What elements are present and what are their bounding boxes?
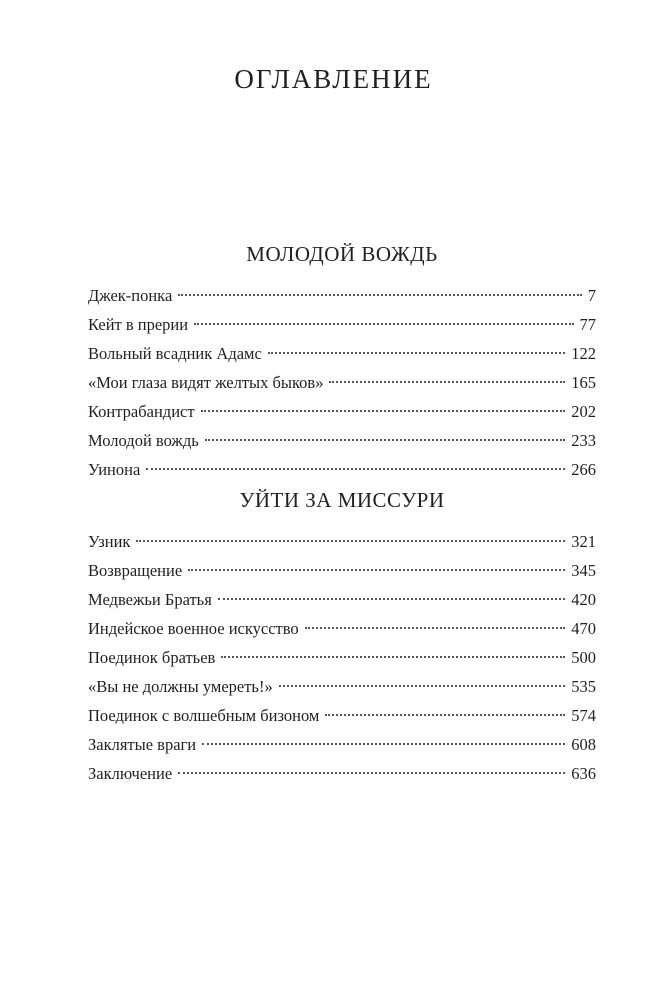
section-heading: МОЛОДОЙ ВОЖДЬ: [246, 242, 438, 266]
toc-entry[interactable]: [88, 339, 596, 368]
dot-leader: [178, 772, 565, 774]
toc-entry[interactable]: [88, 397, 596, 426]
toc-entry-title: Поединок братьев: [88, 648, 216, 667]
toc-entry-page: 420: [571, 590, 596, 609]
toc-entry[interactable]: [88, 281, 596, 310]
toc-entry-title: Джек-понка: [88, 286, 173, 305]
toc-entry-title: Вольный всадник Адамс: [88, 344, 262, 363]
dot-leader: [268, 352, 565, 354]
toc-entry-page: 345: [571, 561, 596, 580]
toc-entry[interactable]: [88, 643, 596, 672]
dot-leader: [194, 323, 573, 325]
toc-entry-page: 321: [571, 532, 596, 551]
toc-entry-title: Медвежьи Братья: [88, 590, 212, 609]
toc-entry[interactable]: [88, 556, 596, 585]
section-heading: УЙТИ ЗА МИССУРИ: [239, 488, 445, 512]
dot-leader: [329, 381, 565, 383]
toc-entry[interactable]: [88, 426, 596, 455]
dot-leader: [188, 569, 565, 571]
dot-leader: [146, 468, 565, 470]
toc-entry-title: «Вы не должны умереть!»: [88, 677, 273, 696]
toc-entry-page: 470: [571, 619, 596, 638]
toc-entry-page: 122: [571, 344, 596, 363]
dot-leader: [279, 685, 566, 687]
toc-entry[interactable]: [88, 672, 596, 701]
toc-entry[interactable]: [88, 527, 596, 556]
dot-leader: [305, 627, 566, 629]
toc-entry[interactable]: [88, 310, 596, 339]
toc-entry-title: Заключение: [88, 764, 173, 783]
toc-entry-title: Уинона: [88, 460, 141, 479]
toc-entry[interactable]: [88, 701, 596, 730]
toc-entry-title: Кейт в прерии: [88, 315, 189, 334]
toc-entry[interactable]: [88, 759, 596, 788]
page-title: ОГЛАВЛЕНИЕ: [234, 64, 433, 94]
toc-entry-page: 7: [587, 286, 596, 305]
toc-entry[interactable]: [88, 585, 596, 614]
toc-entry[interactable]: [88, 368, 596, 397]
toc-entry-page: 608: [571, 735, 596, 754]
toc-entry-page: 202: [571, 402, 596, 421]
toc-entry-page: 636: [571, 764, 596, 783]
dot-leader: [202, 743, 565, 745]
toc-entry-page: 266: [571, 460, 596, 479]
toc-list: [88, 281, 596, 484]
toc-entry-title: Заклятые враги: [88, 735, 197, 754]
toc-section-2: [88, 486, 596, 788]
toc-entry[interactable]: [88, 730, 596, 759]
toc-entry[interactable]: [88, 455, 596, 484]
dot-leader: [221, 656, 565, 658]
toc-entry-title: Поединок с волшебным бизоном: [88, 706, 320, 725]
toc-entry-page: 233: [571, 431, 596, 450]
dot-leader: [201, 410, 566, 412]
toc-entry-title: Молодой вождь: [88, 431, 199, 450]
dot-leader: [205, 439, 566, 441]
toc-entry[interactable]: [88, 614, 596, 643]
toc-entry-title: «Мои глаза видят желтых быков»: [88, 373, 324, 392]
toc-entry-page: 165: [571, 373, 596, 392]
toc-entry-title: Узник: [88, 532, 131, 551]
toc-entry-title: Контрабандист: [88, 402, 195, 421]
dot-leader: [136, 540, 565, 542]
dot-leader: [178, 294, 581, 296]
toc-entry-title: Индейское военное искусство: [88, 619, 299, 638]
toc-entry-page: 500: [571, 648, 596, 667]
dot-leader: [218, 598, 565, 600]
toc-section-1: [88, 240, 596, 484]
toc-entry-page: 77: [579, 315, 596, 334]
toc-entry-title: Возвращение: [88, 561, 183, 580]
toc-list: [88, 527, 596, 788]
toc-entry-page: 535: [571, 677, 596, 696]
toc-entry-page: 574: [571, 706, 596, 725]
dot-leader: [325, 714, 565, 716]
